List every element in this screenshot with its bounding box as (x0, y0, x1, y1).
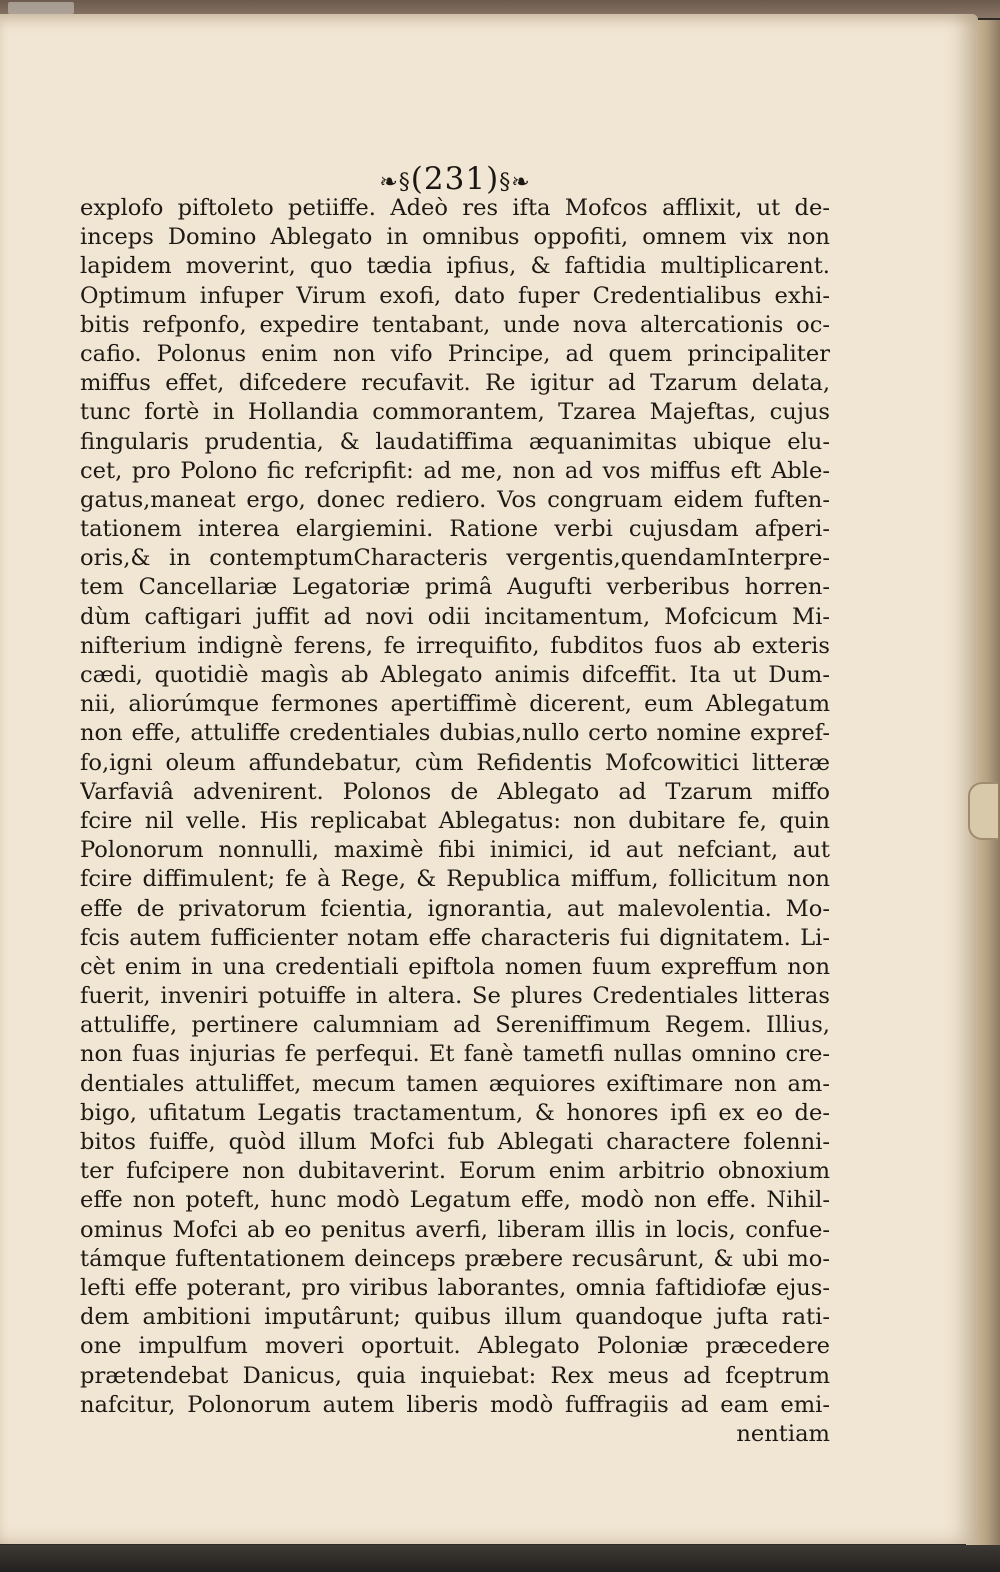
text-line: cædi, quotidiè magìs ab Ablegato animis difceffit. Ita ut Dum- (80, 662, 830, 688)
page-number-header: ❧§(231)§❧ (379, 161, 531, 197)
text-line: tationem interea elargiemini. Ratione verbi cujusdam afperi- (80, 516, 830, 543)
text-line: non effe, attuliffe credentiales dubias,nullo certo nomine expref- (80, 720, 830, 747)
text-line: Varfaviâ advenirent. Polonos de Ablegato ad Tzarum miffo (80, 778, 830, 805)
text-line: effe non poteft, hunc modò Legatum effe, modò non effe. Nihil- (80, 1187, 830, 1214)
text-line: one impulfum moveri oportuit. Ablegato Poloniæ præcedere (80, 1333, 830, 1360)
text-line: fcire nil velle. His replicabat Ablegatus: non dubitare fe, quin (80, 807, 830, 834)
text-line: dùm caftigari juffit ad novi odii incitamentum, Mofcicum Mi- (80, 603, 830, 630)
text-line: prætendebat Danicus, quia inquiebat: Rex meus ad fceptrum (80, 1362, 830, 1389)
text-line: explofo piftoleto petiiffe. Adeò res ifta Mofcos afflixit, ut de- (80, 195, 830, 221)
text-line: Polonorum nonnulli, maximè fibi inimici, id aut nefciant, aut (80, 837, 830, 864)
ornament-right: §❧ (499, 170, 531, 195)
text-line: inceps Domino Ablegato in omnibus oppofiti, omnem vix non (80, 224, 830, 251)
text-line: bitis refponfo, expedire tentabant, unde nova altercationis oc- (80, 311, 830, 338)
text-line: fingularis prudentia, & laudatiffima æquanimitas ubique elu- (80, 428, 830, 455)
catchword: nentiam (736, 1420, 830, 1447)
text-line: tem Cancellariæ Legatoriæ primâ Augufti verberibus horren- (80, 574, 830, 601)
text-line: cet, pro Polono fic refcripfit: ad me, non ad vos miffus eft Able- (80, 457, 830, 484)
page-number: 231 (423, 161, 487, 197)
text-line: effe de privatorum fcientia, ignorantia, aut malevolentia. Mo- (80, 895, 830, 922)
text-line: ter fufcipere non dubitaverint. Eorum enim arbitrio obnoxium (80, 1158, 830, 1185)
text-line: attuliffe, pertinere calumniam ad Sereniffimum Regem. Illius, (80, 1012, 830, 1039)
text-line: fcire diffimulent; fe à Rege, & Republica miffum, follicitum non (80, 866, 830, 893)
text-line: bigo, ufitatum Legatis tractamentum, & honores ipfi ex eo de- (80, 1099, 830, 1126)
text-line: dem ambitioni imputârunt; quibus illum quandoque jufta rati- (80, 1304, 830, 1331)
book-clasp (968, 782, 998, 840)
text-line: ominus Mofci ab eo penitus averfi, liberam illis in locis, confue- (80, 1216, 830, 1243)
text-line: cafio. Polonus enim non vifo Principe, ad quem principaliter (80, 340, 830, 367)
text-line: cèt enim in una credentiali epiftola nomen fuum expreffum non (80, 953, 830, 980)
book-bottom-edge (0, 1545, 1000, 1572)
body-text (80, 194, 830, 1449)
text-line: nifterium indignè ferens, fe irrequifito, fubditos fuos ab exteris (80, 632, 830, 659)
ornament-left: ❧§ (379, 170, 411, 195)
text-line: fcis autem fufficienter notam effe characteris fui dignitatem. Li- (80, 924, 830, 951)
text-line: nii, aliorúmque fermones apertiffimè dicerent, eum Ablegatum (80, 691, 830, 718)
text-line: tunc fortè in Hollandia commorantem, Tzarea Majeftas, cujus (80, 399, 830, 426)
text-line: lapidem moverint, quo tædia ipfius, & faftidia multiplicarent. (80, 253, 830, 280)
text-line: fo,igni oleum affundebatur, cùm Refidentis Mofcowitici litteræ (80, 749, 830, 776)
text-line: fuerit, inveniri potuiffe in altera. Se plures Credentiales litteras (80, 983, 830, 1010)
text-line: Optimum infuper Virum exofi, dato fuper Credentialibus exhi- (80, 282, 830, 309)
text-line: nafcitur, Polonorum autem liberis modò fuffragiis ad eam emi- (80, 1391, 830, 1418)
text-line: bitos fuiffe, quòd illum Mofci fub Ablegati charactere folenni- (80, 1129, 830, 1155)
library-label-mark (8, 2, 74, 14)
text-line: non fuas injurias fe perfequi. Et fanè tametfi nullas omnino cre- (80, 1041, 830, 1068)
text-line: oris,& in contemptumCharacteris vergentis,quendamInterpre- (80, 545, 830, 572)
text-line: dentiales attuliffet, mecum tamen æquiores exiftimare non am- (80, 1070, 830, 1097)
text-line: támque fuftentationem deinceps præbere recusârunt, & ubi mo- (80, 1245, 830, 1272)
text-line: gatus,maneat ergo, donec rediero. Vos congruam eidem fuften- (80, 486, 830, 513)
text-line: miffus effet, difcedere recufavit. Re igitur ad Tzarum delata, (80, 370, 830, 397)
text-line: lefti effe poterant, pro viribus laborantes, omnia faftidiofæ ejus- (80, 1274, 830, 1301)
